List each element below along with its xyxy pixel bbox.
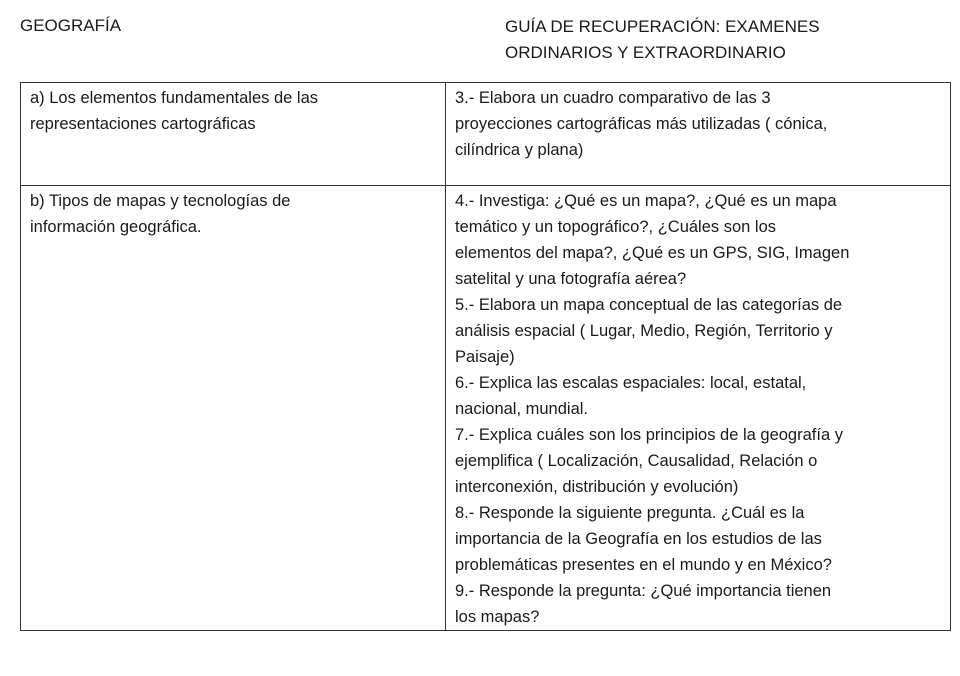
table-row [21, 186, 951, 631]
task-line: 8.- Responde la siguiente pregunta. ¿Cuál es la [455, 504, 805, 522]
guide-title-line: ORDINARIOS Y EXTRAORDINARIO [505, 43, 786, 62]
subject-title: GEOGRAFÍA [20, 16, 122, 35]
guide-title-line: GUÍA DE RECUPERACIÓN: EXAMENES [505, 17, 820, 36]
topic-line: a) Los elementos fundamentales de las [30, 89, 319, 107]
task-line: interconexión, distribución y evolución) [455, 478, 739, 496]
task-line: cilíndrica y plana) [455, 141, 584, 159]
topic-cell [21, 186, 446, 631]
task-line: importancia de la Geografía en los estudios de las [455, 530, 822, 548]
task-line: proyecciones cartográficas más utilizadas ( cónica, [455, 115, 828, 133]
task-line: 3.- Elabora un cuadro comparativo de las 3 [455, 89, 771, 107]
task-cell [446, 83, 951, 186]
topic-line: b) Tipos de mapas y tecnologías de [30, 192, 291, 210]
guide-title [505, 14, 925, 66]
guide-table [20, 82, 951, 631]
task-line: los mapas? [455, 608, 540, 626]
task-line: ejemplifica ( Localización, Causalidad, Relación o [455, 452, 818, 470]
table-row [21, 83, 951, 186]
task-cell [446, 186, 951, 631]
topic-line: representaciones cartográficas [30, 115, 256, 133]
task-line: 9.- Responde la pregunta: ¿Qué importancia tienen [455, 582, 832, 600]
task-line: temático y un topográfico?, ¿Cuáles son los [455, 218, 777, 236]
task-line: 4.- Investiga: ¿Qué es un mapa?, ¿Qué es un mapa [455, 192, 837, 210]
task-line: 5.- Elabora un mapa conceptual de las categorías de [455, 296, 843, 314]
task-line: elementos del mapa?, ¿Qué es un GPS, SIG, Imagen [455, 244, 850, 262]
topic-line: información geográfica. [30, 218, 202, 236]
task-line: nacional, mundial. [455, 400, 588, 418]
task-line: 7.- Explica cuáles son los principios de la geografía y [455, 426, 843, 444]
task-line: Paisaje) [455, 348, 515, 366]
task-line: satelital y una fotografía aérea? [455, 270, 687, 288]
task-line: análisis espacial ( Lugar, Medio, Región, Territorio y [455, 322, 833, 340]
task-line: problemáticas presentes en el mundo y en México? [455, 556, 832, 574]
topic-cell [21, 83, 446, 186]
task-line: 6.- Explica las escalas espaciales: local, estatal, [455, 374, 807, 392]
